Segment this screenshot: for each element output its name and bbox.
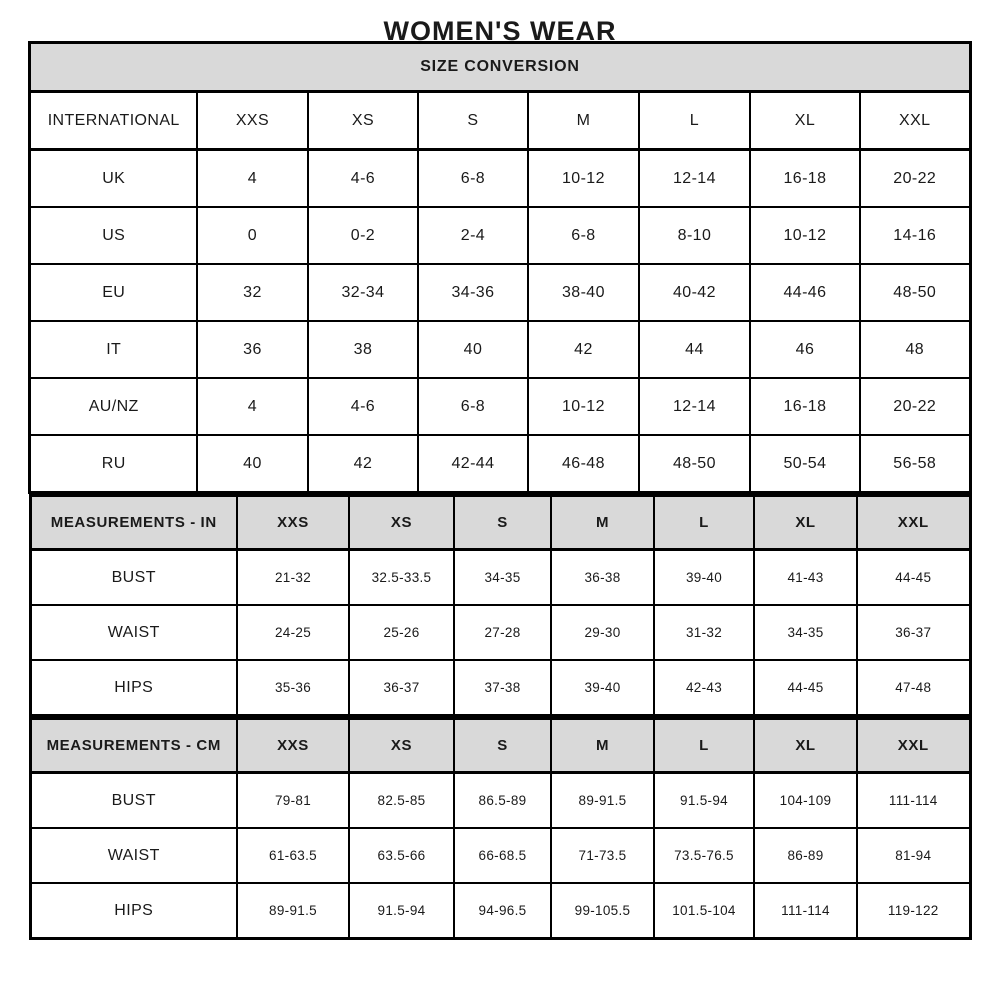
table-cell: 46 bbox=[750, 321, 860, 378]
size-header-cell: XXS bbox=[237, 496, 349, 550]
table-cell: 94-96.5 bbox=[454, 883, 551, 939]
table-cell: 104-109 bbox=[754, 773, 857, 829]
row-label-eu: EU bbox=[30, 264, 197, 321]
row-label-waist: WAIST bbox=[30, 605, 237, 660]
table-cell: 44-45 bbox=[754, 660, 857, 716]
table-cell: 39-40 bbox=[654, 550, 754, 606]
table-cell: 14-16 bbox=[860, 207, 970, 264]
table-cell: 6-8 bbox=[528, 207, 639, 264]
row-label-ru: RU bbox=[30, 435, 197, 493]
table-cell: 8-10 bbox=[639, 207, 750, 264]
table-cell: 38-40 bbox=[528, 264, 639, 321]
table-cell: 48 bbox=[860, 321, 970, 378]
table-cell: 101.5-104 bbox=[654, 883, 754, 939]
table-cell: 46-48 bbox=[528, 435, 639, 493]
size-header-cell: XXS bbox=[237, 719, 349, 773]
table-row-bust-in bbox=[30, 550, 970, 606]
table-cell: 66-68.5 bbox=[454, 828, 551, 883]
table-cell: 56-58 bbox=[860, 435, 970, 493]
table-cell: 82.5-85 bbox=[349, 773, 454, 829]
table-cell: 73.5-76.5 bbox=[654, 828, 754, 883]
table-cell: 40-42 bbox=[639, 264, 750, 321]
table-cell: 42-44 bbox=[418, 435, 528, 493]
table-cell: 40 bbox=[418, 321, 528, 378]
table-cell: 32-34 bbox=[308, 264, 418, 321]
measurements-cm-banner: MEASUREMENTS - CM bbox=[30, 719, 237, 773]
size-header-cell: XL bbox=[754, 719, 857, 773]
measurements-in-banner: MEASUREMENTS - IN bbox=[30, 496, 237, 550]
table-cell: 42 bbox=[528, 321, 639, 378]
table-cell: 10-12 bbox=[750, 207, 860, 264]
size-header-cell: S bbox=[454, 496, 551, 550]
page-title: WOMEN'S WEAR bbox=[383, 16, 617, 46]
table-cell: 31-32 bbox=[654, 605, 754, 660]
table-cell: 48-50 bbox=[639, 435, 750, 493]
table-cell: 99-105.5 bbox=[551, 883, 654, 939]
size-header-cell: XS bbox=[308, 92, 418, 150]
table-row-it bbox=[30, 321, 970, 378]
row-label-aunz: AU/NZ bbox=[30, 378, 197, 435]
table-cell: 16-18 bbox=[750, 378, 860, 435]
table-cell: 20-22 bbox=[860, 150, 970, 208]
table-cell: 10-12 bbox=[528, 150, 639, 208]
size-header-cell: XS bbox=[349, 719, 454, 773]
size-header-cell: L bbox=[654, 719, 754, 773]
table-cell: 21-32 bbox=[237, 550, 349, 606]
table-cell: 35-36 bbox=[237, 660, 349, 716]
table-cell: 50-54 bbox=[750, 435, 860, 493]
table-cell: 12-14 bbox=[639, 150, 750, 208]
size-conversion-banner: SIZE CONVERSION bbox=[30, 43, 970, 92]
table-cell: 39-40 bbox=[551, 660, 654, 716]
size-header-cell: M bbox=[528, 92, 639, 150]
table-cell: 0 bbox=[197, 207, 308, 264]
table-row-aunz bbox=[30, 378, 970, 435]
size-header-cell: S bbox=[418, 92, 528, 150]
table-row-hips-cm bbox=[30, 883, 970, 939]
table-row-waist-in bbox=[30, 605, 970, 660]
table-cell: 27-28 bbox=[454, 605, 551, 660]
row-label-international: INTERNATIONAL bbox=[30, 92, 197, 150]
table-cell: 36-38 bbox=[551, 550, 654, 606]
table-cell: 44 bbox=[639, 321, 750, 378]
table-cell: 25-26 bbox=[349, 605, 454, 660]
table-cell: 42 bbox=[308, 435, 418, 493]
row-label-hips: HIPS bbox=[30, 660, 237, 716]
table-cell: 4-6 bbox=[308, 378, 418, 435]
table-cell: 86-89 bbox=[754, 828, 857, 883]
row-label-bust: BUST bbox=[30, 550, 237, 606]
table-cell: 44-46 bbox=[750, 264, 860, 321]
table-cell: 37-38 bbox=[454, 660, 551, 716]
row-label-us: US bbox=[30, 207, 197, 264]
table-row-eu bbox=[30, 264, 970, 321]
table-cell: 48-50 bbox=[860, 264, 970, 321]
table-cell: 29-30 bbox=[551, 605, 654, 660]
table-cell: 81-94 bbox=[857, 828, 970, 883]
table-cell: 111-114 bbox=[754, 883, 857, 939]
size-header-cell: M bbox=[551, 719, 654, 773]
table-cell: 89-91.5 bbox=[551, 773, 654, 829]
size-header-cell: S bbox=[454, 719, 551, 773]
table-cell: 24-25 bbox=[237, 605, 349, 660]
measurements-cm-table bbox=[29, 717, 972, 940]
table-cell: 20-22 bbox=[860, 378, 970, 435]
table-cell: 34-35 bbox=[454, 550, 551, 606]
table-cell: 71-73.5 bbox=[551, 828, 654, 883]
table-row-ru bbox=[30, 435, 970, 493]
size-conversion-table bbox=[28, 41, 971, 494]
size-header-cell: XS bbox=[349, 496, 454, 550]
table-cell: 47-48 bbox=[857, 660, 970, 716]
table-cell: 10-12 bbox=[528, 378, 639, 435]
table-cell: 44-45 bbox=[857, 550, 970, 606]
table-cell: 38 bbox=[308, 321, 418, 378]
measurements-in-table bbox=[29, 494, 972, 717]
table-cell: 36-37 bbox=[857, 605, 970, 660]
table-cell: 2-4 bbox=[418, 207, 528, 264]
size-header-cell: XL bbox=[754, 496, 857, 550]
table-row-uk bbox=[30, 150, 970, 208]
size-header-cell: XXL bbox=[857, 496, 970, 550]
size-header-cell: M bbox=[551, 496, 654, 550]
table-cell: 61-63.5 bbox=[237, 828, 349, 883]
table-cell: 91.5-94 bbox=[349, 883, 454, 939]
size-header-cell: L bbox=[639, 92, 750, 150]
table-cell: 4 bbox=[197, 150, 308, 208]
table-row-waist-cm bbox=[30, 828, 970, 883]
table-cell: 6-8 bbox=[418, 150, 528, 208]
size-header-cell: XXS bbox=[197, 92, 308, 150]
table-cell: 12-14 bbox=[639, 378, 750, 435]
table-row-bust-cm bbox=[30, 773, 970, 829]
table-cell: 34-35 bbox=[754, 605, 857, 660]
table-cell: 32 bbox=[197, 264, 308, 321]
table-cell: 4 bbox=[197, 378, 308, 435]
table-cell: 63.5-66 bbox=[349, 828, 454, 883]
size-header-cell: XL bbox=[750, 92, 860, 150]
size-header-cell: XXL bbox=[860, 92, 970, 150]
table-cell: 89-91.5 bbox=[237, 883, 349, 939]
size-header-cell: L bbox=[654, 496, 754, 550]
table-cell: 4-6 bbox=[308, 150, 418, 208]
row-label-bust: BUST bbox=[30, 773, 237, 829]
table-cell: 36-37 bbox=[349, 660, 454, 716]
table-cell: 32.5-33.5 bbox=[349, 550, 454, 606]
table-cell: 41-43 bbox=[754, 550, 857, 606]
table-cell: 0-2 bbox=[308, 207, 418, 264]
row-label-uk: UK bbox=[30, 150, 197, 208]
table-cell: 16-18 bbox=[750, 150, 860, 208]
table-cell: 111-114 bbox=[857, 773, 970, 829]
table-cell: 36 bbox=[197, 321, 308, 378]
table-cell: 91.5-94 bbox=[654, 773, 754, 829]
table-cell: 6-8 bbox=[418, 378, 528, 435]
table-row-us bbox=[30, 207, 970, 264]
size-header-cell: XXL bbox=[857, 719, 970, 773]
table-row-hips-in bbox=[30, 660, 970, 716]
row-label-waist: WAIST bbox=[30, 828, 237, 883]
table-cell: 42-43 bbox=[654, 660, 754, 716]
table-cell: 40 bbox=[197, 435, 308, 493]
table-cell: 79-81 bbox=[237, 773, 349, 829]
table-cell: 86.5-89 bbox=[454, 773, 551, 829]
row-label-hips: HIPS bbox=[30, 883, 237, 939]
row-label-it: IT bbox=[30, 321, 197, 378]
table-cell: 119-122 bbox=[857, 883, 970, 939]
table-cell: 34-36 bbox=[418, 264, 528, 321]
